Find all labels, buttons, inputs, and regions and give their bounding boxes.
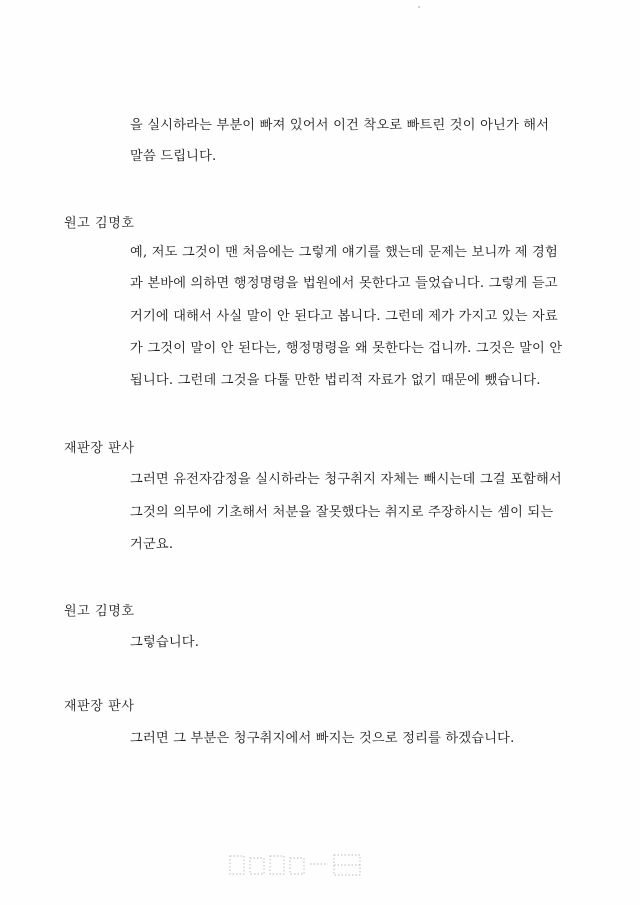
transcript-line: 그러면 유전자감정을 실시하라는 청구취지 자체는 빼시는데 그걸 포함해서 bbox=[130, 472, 562, 487]
transcript-line: 말씀 드립니다. bbox=[130, 149, 217, 164]
transcript-line: 됩니다. 그런데 그것을 다툴 만한 법리적 자료가 없기 때문에 뺐습니다. bbox=[130, 373, 541, 388]
transcript-line: 거군요. bbox=[130, 537, 174, 552]
faint-stamp-mark bbox=[228, 852, 364, 880]
speaker-label: 재판장 판사 bbox=[64, 699, 135, 714]
transcript-line: 그렇습니다. bbox=[130, 635, 200, 650]
transcript-line: 과 본바에 의하면 행정명령을 법원에서 못한다고 들었습니다. 그렇게 듣고 bbox=[130, 276, 558, 291]
transcript-line: 가 그것이 말이 안 된다는, 행정명령을 왜 못한다는 겁니까. 그것은 말이 안 bbox=[130, 341, 563, 356]
transcript-line: 그러면 그 부분은 청구취지에서 빠지는 것으로 정리를 하겠습니다. bbox=[130, 731, 515, 746]
transcript-line: 을 실시하라는 부분이 빠져 있어서 이건 착오로 빠트린 것이 아닌가 해서 bbox=[130, 118, 550, 133]
speaker-label: 원고 김명호 bbox=[64, 216, 135, 231]
speaker-label: 원고 김명호 bbox=[64, 604, 135, 619]
scan-speck bbox=[418, 6, 420, 8]
transcript-line: 그것의 의무에 기초해서 처분을 잘못했다는 취지로 주장하시는 셈이 되는 bbox=[130, 505, 554, 520]
transcript-line: 예, 저도 그것이 맨 처음에는 그렇게 얘기를 했는데 문제는 보니까 제 경험 bbox=[130, 245, 558, 260]
transcript-line: 거기에 대해서 사실 말이 안 된다고 봅니다. 그런데 제가 가지고 있는 자료 bbox=[130, 309, 558, 324]
speaker-label: 재판장 판사 bbox=[64, 441, 135, 456]
